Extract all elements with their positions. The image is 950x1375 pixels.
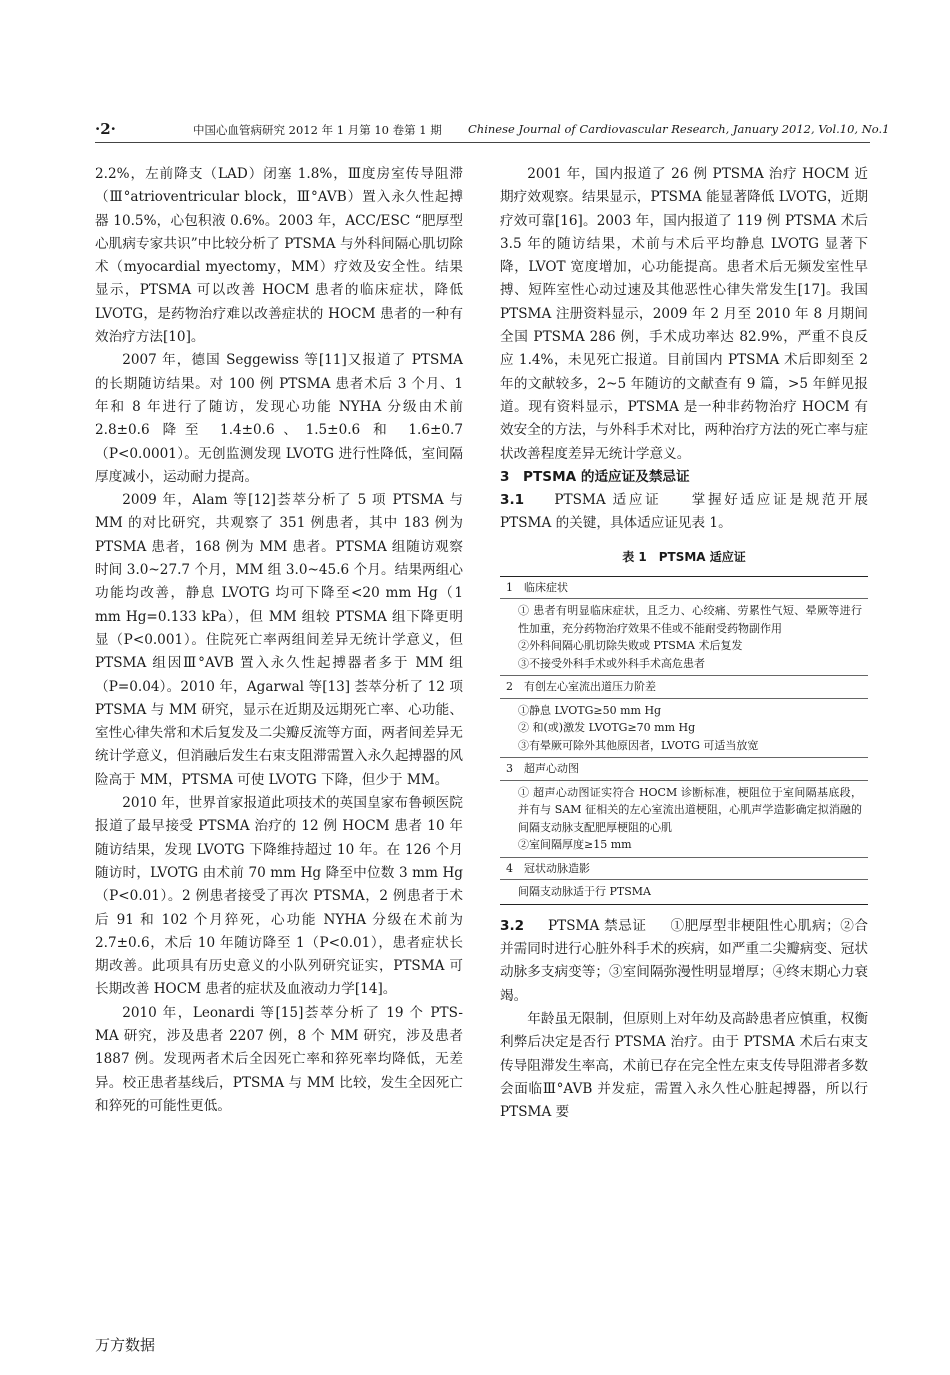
table-item: ③有晕厥可除外其他原因者，LVOTG 可适当放宽 (518, 738, 759, 752)
table-section-head: 3 超声心动图 (500, 757, 868, 781)
table-item: 间隔支动脉适于行 PTSMA (518, 885, 651, 899)
indications-table (500, 576, 868, 905)
running-header (95, 120, 890, 143)
table-section-head: 4 冠状动脉造影 (500, 857, 868, 881)
table-title: 表 1 PTSMA 适应证 (622, 549, 746, 564)
table-item: ② 和(或)激发 LVOTG≥70 mm Hg (518, 721, 696, 735)
subsection-title: PTSMA 适应证 (554, 492, 662, 509)
table-item: ①静息 LVOTG≥50 mm Hg (518, 703, 662, 717)
left-column (95, 163, 463, 1118)
subsection-3-1 (500, 489, 868, 536)
paragraph: 2010 年，Leonardi 等[15]荟萃分析了 19 个 PTS-MA 研究，涉及患者 2207 例，8 个 MM 研究，涉及患者 1887 例。发现两者术后全因死亡率和猝死率均降低，无差异。校正患者基线后，PTSMA 与 MM 比较，发生全因死亡和猝死的可能性更低。 (95, 1004, 463, 1114)
subsection-3-2 (500, 915, 868, 1008)
table-item: ① 超声心动图证实符合 HOCM 诊断标准，梗阻位于室间隔基底段，并有与 SAM 征相关的左心室流出道梗阻，心肌声学造影确定拟消融的间隔支动脉支配肥厚梗阻的心肌 (518, 785, 862, 834)
subsection-text: ①肥厚型非梗阻性心肌病；②合并需同时进行心脏外科手术的疾病，如严重二尖瓣病变、冠状动脉多支病变等；③室间隔弥漫性明显增厚；④终末期心力衰竭。 (500, 917, 868, 1004)
table-section-head: 1 临床症状 (500, 577, 868, 600)
watermark: 万方数据 (95, 1336, 156, 1354)
paragraph: 2.2%，左前降支（LAD）闭塞 1.8%，Ⅲ度房室传导阻滞（Ⅲ°atrioventricular block，Ⅲ°AVB）置入永久性起搏器 10.5%，心包积液 0.6%。2003 年，ACC/ESC “肥厚型心肌病专家共识”中比较分析了 PTSMA 与外科间隔心肌切除术（myocardial myectomy，MM）疗效及安全性。结果显示，PTSMA 可以改善 HOCM 患者的临床症状，降低 LVOTG，是药物治疗难以改善症状的 HOCM 患者的一种有效治疗方法[10]。 (95, 166, 463, 346)
paragraph: 年龄虽无限制，但原则上对年幼及高龄患者应慎重，权衡利弊后决定是否行 PTSMA 治疗。由于 PTSMA 术后右束支传导阻滞发生率高，术前已存在完全性左束支传导阻滞者多数会面临Ⅲ°AVB 并发症，需置入永久性心脏起搏器，所以行 PTSMA 要 (500, 1010, 868, 1121)
table-item: ③不接受外科手术或外科手术高危患者 (518, 656, 705, 670)
journal-title-cn: 中国心血管病研究 2012 年 1 月第 10 卷第 1 期 (193, 123, 442, 137)
subsection-label: 3.1 (500, 492, 525, 509)
paragraph: 2010 年，世界首家报道此项技术的英国皇家布鲁顿医院报道了最早接受 PTSMA 治疗的 12 例 HOCM 患者 10 年随访结果，发现 LVOTG 下降维持超过 10 年。在 126 个月随访时，LVOTG 由术前 70 mm Hg 降至中位数 3 mm Hg（P<0.01）。2 例患者接受了再次 PTSMA，2 例患者于术后 91 和 102 个月猝死，心功能 NYHA 分级在术前为 2.7±0.6，术后 10 年随访降至 1（P<0.01），患者症状长期改善。此项具有历史意义的小队列研究证实，PTSMA 可长期改善 HOCM 患者的症状及血液动力学[14]。 (95, 795, 463, 998)
subsection-label: 3.2 (500, 917, 525, 934)
subsection-text: 掌握好适应证是规范开展 PTSMA 的关键，具体适应证见表 1。 (500, 492, 869, 532)
section-heading: 3 PTSMA 的适应证及禁忌证 (500, 468, 690, 485)
table-item: ① 患者有明显临床症状，且乏力、心绞痛、劳累性气短、晕厥等进行性加重，充分药物治疗效果不佳或不能耐受药物副作用 (518, 604, 862, 635)
journal-title-en: Chinese Journal of Cardiovascular Research, January 2012, Vol.10, No.1 (468, 122, 890, 136)
subsection-title: PTSMA 禁忌证 (548, 917, 647, 934)
paragraph: 2009 年，Alam 等[12]荟萃分析了 5 项 PTSMA 与 MM 的对比研究，共观察了 351 例患者，其中 183 例为 PTSMA 患者，168 例为 MM 患者。PTSMA 组随访观察时间 3.0~27.7 个月，MM 组 3.0~45.6 个月。结果两组心功能均改善，静息 LVOTG 均可下降至<20 mm Hg（1 mm Hg=0.133 kPa），但 MM 组较 PTSMA 组下降更明显（P<0.001）。住院死亡率两组间差异无统计学意义，但 PTSMA 组因Ⅲ°AVB 置入永久性起搏器者多于 MM 组（P=0.04）。2010 年，Agarwal 等[13] 荟萃分析了 12 项 PTSMA 与 MM 研究，显示在近期及远期死亡率、心功能、室性心律失常和术后复发及二尖瓣反流等方面，两者间差异无统计学意义，但消融后发生右束支阻滞需置入永久起搏器的风险高于 MM，PTSMA 可使 LVOTG 下降，但少于 MM。 (95, 492, 463, 788)
page-number: ·2· (95, 120, 116, 138)
table-item: ②外科间隔心肌切除失败或 PTSMA 术后复发 (518, 639, 743, 653)
paragraph: 2001 年，国内报道了 26 例 PTSMA 治疗 HOCM 近期疗效观察。结果显示，PTSMA 能显著降低 LVOTG，近期疗效可靠[16]。2003 年，国内报道了 119 例 PTSMA 术后 3.5 年的随访结果，术前与术后平均静息 LVOTG 显著下降，LVOT 宽度增加，心功能提高。患者术后无频发室性早搏、短阵室性心动过速及其他恶性心律失常发生[17]。我国 PTSMA 注册资料显示，2009 年 2 月至 2010 年 8 月期间全国 PTSMA 286 例，手术成功率达 82.9%，严重不良反应 1.4%，未见死亡报道。目前国内 PTSMA 术后即刻至 2 年的文献较多，2~5 年随访的文献查有 9 篇，>5 年鲜见报道。现有资料显示，PTSMA 是一种非药物治疗 HOCM 有效安全的方法，与外科手术对比，两种治疗方法的死亡率与症状改善程度差异无统计学意义。 (500, 166, 868, 462)
table-section-head: 2 有创左心室流出道压力阶差 (500, 675, 868, 699)
paragraph: 2007 年，德国 Seggewiss 等[11]又报道了 PTSMA 的长期随访结果。对 100 例 PTSMA 患者术后 3 个月、1 年和 8 年进行了随访，发现心功能 NYHA 分级由术前 2.8±0.6 降至 1.4±0.6、1.5±0.6 和 1.6±0.7（P<0.0001）。无创监测发现 LVOTG 进行性降低，室间隔厚度减小，运动耐力提高。 (95, 352, 463, 485)
table-item: ②室间隔厚度≥15 mm (518, 838, 632, 852)
right-column (500, 163, 868, 1124)
